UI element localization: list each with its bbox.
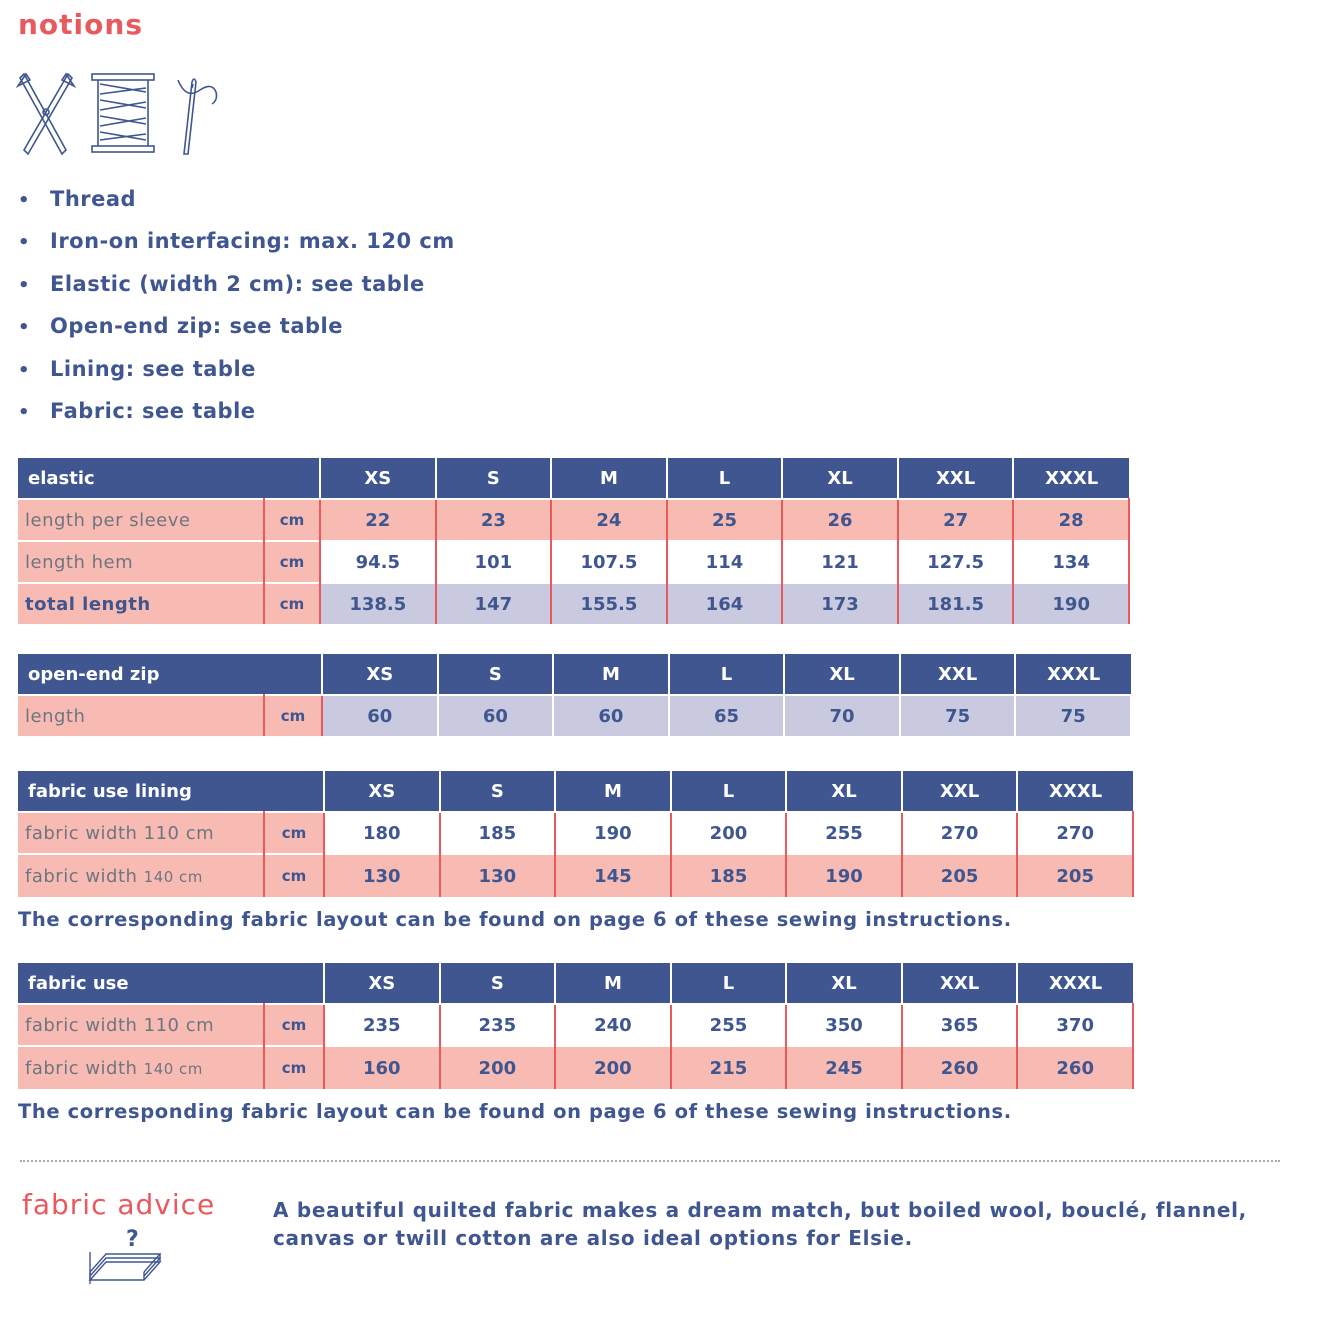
- notions-title: notions: [18, 8, 143, 41]
- table-cell: 181.5: [898, 583, 1014, 624]
- size-header: XL: [782, 458, 898, 499]
- row-unit: cm: [264, 812, 324, 854]
- notions-list: [18, 184, 455, 438]
- row-unit: cm: [264, 1004, 324, 1046]
- fabric-advice-text: A beautiful quilted fabric makes a dream match, but boiled wool, bouclé, flannel, canvas or twill cotton are also ideal options for Elsie.: [273, 1198, 1247, 1250]
- table-cell: 26: [782, 499, 898, 541]
- table-title: open-end zip: [18, 654, 322, 695]
- table-cell: 200: [671, 812, 787, 854]
- row-label-main: fabric width: [25, 865, 144, 887]
- table-cell: 114: [667, 541, 783, 583]
- list-item: • Lining: see table: [18, 356, 256, 381]
- row-label: length hem: [18, 541, 264, 583]
- table-cell: 155.5: [551, 583, 667, 624]
- size-header: S: [436, 458, 552, 499]
- table-cell: 235: [440, 1004, 556, 1046]
- elastic-table: [18, 458, 1130, 624]
- fabric-table: [18, 963, 1134, 1089]
- table-cell: 240: [555, 1004, 671, 1046]
- list-item-label: Thread: [50, 187, 137, 211]
- table-cell: 160: [324, 1046, 440, 1089]
- size-header: M: [555, 771, 671, 812]
- size-header: L: [669, 654, 785, 695]
- fabric-note: The corresponding fabric layout can be found on page 6 of these sewing instructions.: [18, 1100, 1012, 1123]
- table-title: fabric use lining: [18, 771, 324, 812]
- table-cell: 107.5: [551, 541, 667, 583]
- size-header: XXXL: [1017, 963, 1133, 1004]
- row-label: fabric width 110 cm: [18, 1004, 264, 1046]
- table-cell: 270: [902, 812, 1018, 854]
- list-item-label: Iron-on interfacing: max. 120 cm: [50, 229, 455, 254]
- table-cell: 200: [555, 1046, 671, 1089]
- table-row: [18, 499, 1129, 541]
- size-header: XXL: [898, 458, 1014, 499]
- table-cell: 60: [438, 695, 554, 736]
- table-row: [18, 812, 1133, 854]
- table-cell: 27: [898, 499, 1014, 541]
- size-header: XXXL: [1015, 654, 1131, 695]
- table-cell: 173: [782, 583, 898, 624]
- fabric-question-icon: [86, 1222, 166, 1286]
- size-header: M: [551, 458, 667, 499]
- size-header: M: [555, 963, 671, 1004]
- size-header: XL: [784, 654, 900, 695]
- size-header: XS: [322, 654, 438, 695]
- list-item: • Open-end zip: see table: [18, 314, 343, 339]
- table-cell: 28: [1013, 499, 1129, 541]
- table-cell: 60: [322, 695, 438, 736]
- table-cell: 205: [902, 854, 1018, 897]
- table-header: [18, 963, 1133, 1004]
- size-header: XS: [320, 458, 436, 499]
- table-cell: 190: [555, 812, 671, 854]
- table-cell: 215: [671, 1046, 787, 1089]
- row-label: fabric width 110 cm: [18, 812, 264, 854]
- table-cell: 270: [1017, 812, 1133, 854]
- size-header: XS: [324, 771, 440, 812]
- table-cell: 147: [436, 583, 552, 624]
- table-cell: 365: [902, 1004, 1018, 1046]
- table-cell: 134: [1013, 541, 1129, 583]
- table-cell: 130: [324, 854, 440, 897]
- row-label: total length: [18, 583, 264, 624]
- size-header: XXXL: [1013, 458, 1129, 499]
- list-item-label: Elastic (width 2 cm): see table: [50, 271, 425, 296]
- table-title: elastic: [18, 458, 320, 499]
- lining-note: The corresponding fabric layout can be found on page 6 of these sewing instructions.: [18, 908, 1012, 931]
- table-cell: 138.5: [320, 583, 436, 624]
- table-cell: 70: [784, 695, 900, 736]
- row-label: length per sleeve: [18, 499, 264, 541]
- size-header: M: [553, 654, 669, 695]
- row-label-small: 140 cm: [143, 1059, 203, 1078]
- table-cell: 235: [324, 1004, 440, 1046]
- table-cell: 75: [1015, 695, 1131, 736]
- thread-spool-icon: [92, 74, 154, 152]
- size-header: XS: [324, 963, 440, 1004]
- size-header: XXL: [900, 654, 1016, 695]
- table-cell: 350: [786, 1004, 902, 1046]
- lining-table: [18, 771, 1134, 897]
- list-item: • Iron-on interfacing: max. 120 cm: [18, 229, 455, 254]
- svg-text:?: ?: [126, 1227, 139, 1252]
- notions-icons: [16, 70, 226, 160]
- table-cell: 94.5: [320, 541, 436, 583]
- size-header: S: [440, 771, 556, 812]
- needle-icon: [178, 79, 217, 154]
- table-cell: 255: [671, 1004, 787, 1046]
- table-header: [18, 654, 1131, 695]
- list-item: • Fabric: see table: [18, 398, 256, 423]
- table-row: [18, 541, 1129, 583]
- size-header: XXXL: [1017, 771, 1133, 812]
- row-label-main: fabric width: [25, 1057, 144, 1079]
- table-cell: 24: [551, 499, 667, 541]
- row-unit: cm: [264, 499, 320, 541]
- table-cell: 245: [786, 1046, 902, 1089]
- fabric-advice-title: fabric advice: [22, 1188, 216, 1221]
- row-unit: cm: [264, 854, 324, 897]
- table-row: [18, 854, 1133, 897]
- row-unit: cm: [264, 1046, 324, 1089]
- table-cell: 190: [786, 854, 902, 897]
- size-header: XXL: [902, 771, 1018, 812]
- scissors-icon: [18, 74, 74, 154]
- row-label: length: [18, 695, 264, 736]
- table-cell: 185: [440, 812, 556, 854]
- table-cell: 101: [436, 541, 552, 583]
- zip-table: [18, 654, 1132, 736]
- table-header: [18, 771, 1133, 812]
- size-header: XL: [786, 771, 902, 812]
- table-row: [18, 695, 1131, 736]
- table-cell: 23: [436, 499, 552, 541]
- table-cell: 205: [1017, 854, 1133, 897]
- size-header: L: [667, 458, 783, 499]
- table-cell: 190: [1013, 583, 1129, 624]
- table-cell: 260: [1017, 1046, 1133, 1089]
- table-cell: 200: [440, 1046, 556, 1089]
- row-unit: cm: [264, 695, 322, 736]
- table-cell: 65: [669, 695, 785, 736]
- table-cell: 180: [324, 812, 440, 854]
- list-item-label: Lining: see table: [50, 356, 256, 381]
- dotted-divider: [20, 1160, 1280, 1162]
- row-label-small: 140 cm: [143, 867, 203, 886]
- table-row: [18, 583, 1129, 624]
- size-header: S: [438, 654, 554, 695]
- table-header: [18, 458, 1129, 499]
- table-cell: 121: [782, 541, 898, 583]
- list-item: • Thread: [18, 187, 137, 211]
- table-cell: 164: [667, 583, 783, 624]
- table-cell: 25: [667, 499, 783, 541]
- row-unit: cm: [264, 583, 320, 624]
- table-title: fabric use: [18, 963, 324, 1004]
- table-row: [18, 1046, 1133, 1089]
- table-cell: 260: [902, 1046, 1018, 1089]
- row-unit: cm: [264, 541, 320, 583]
- table-cell: 127.5: [898, 541, 1014, 583]
- size-header: L: [671, 771, 787, 812]
- list-item: • Elastic (width 2 cm): see table: [18, 271, 425, 296]
- row-label: [18, 854, 264, 897]
- size-header: L: [671, 963, 787, 1004]
- table-cell: 75: [900, 695, 1016, 736]
- table-cell: 185: [671, 854, 787, 897]
- size-header: XXL: [902, 963, 1018, 1004]
- size-header: XL: [786, 963, 902, 1004]
- table-cell: 130: [440, 854, 556, 897]
- list-item-label: Open-end zip: see table: [50, 314, 343, 339]
- table-cell: 145: [555, 854, 671, 897]
- table-cell: 255: [786, 812, 902, 854]
- row-label: [18, 1046, 264, 1089]
- table-cell: 22: [320, 499, 436, 541]
- list-item-label: Fabric: see table: [50, 398, 256, 423]
- table-cell: 370: [1017, 1004, 1133, 1046]
- size-header: S: [440, 963, 556, 1004]
- table-row: [18, 1004, 1133, 1046]
- table-cell: 60: [553, 695, 669, 736]
